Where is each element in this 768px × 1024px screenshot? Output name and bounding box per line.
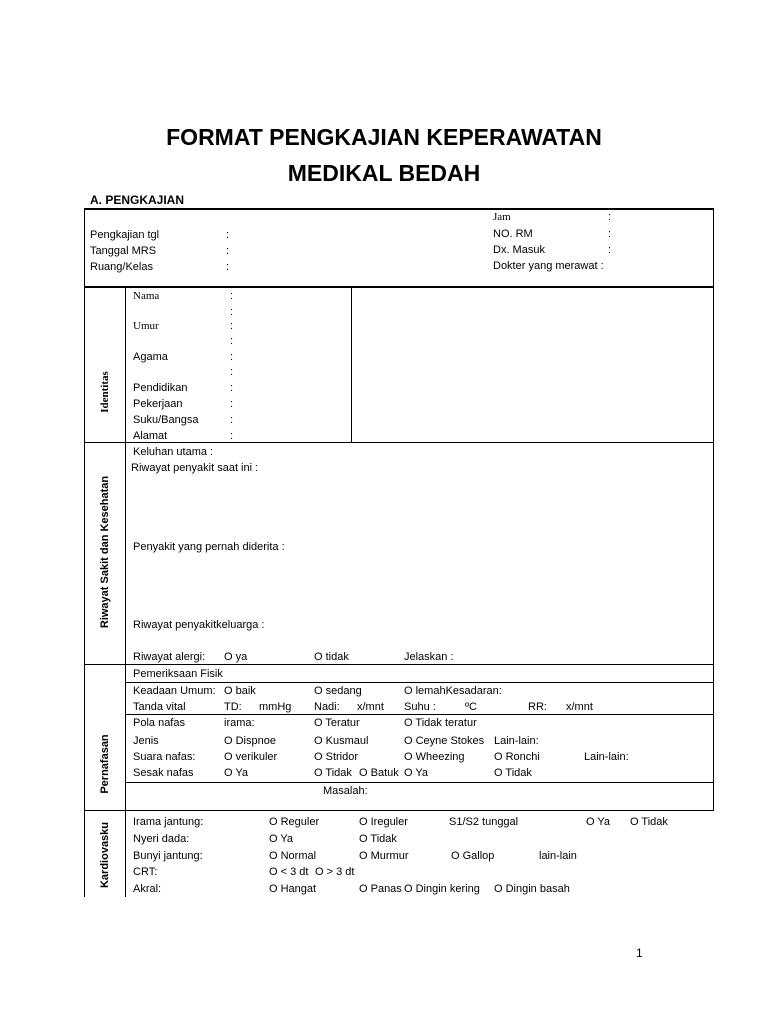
border-line <box>84 288 85 897</box>
batuk-ya-option[interactable]: O Ya <box>404 767 429 779</box>
border-line <box>125 714 714 715</box>
rr-label: RR: <box>528 701 547 713</box>
colon: : <box>230 414 234 426</box>
nyeri-tidak-option[interactable]: O Tidak <box>359 833 397 845</box>
border-line <box>125 682 714 683</box>
border-line <box>84 664 714 665</box>
masalah-label: Masalah: <box>323 785 368 797</box>
colon: : <box>230 306 234 318</box>
ireguler-option[interactable]: O Ireguler <box>359 816 408 828</box>
riwayat-side-label: Riwayat Sakit dan Kesehatan <box>99 475 111 629</box>
border-line <box>84 810 714 811</box>
murmur-option[interactable]: O Murmur <box>359 850 409 862</box>
riwayat-saat-ini-label: Riwayat penyakit saat ini : <box>131 462 259 474</box>
wheezing-option[interactable]: O Wheezing <box>404 751 465 763</box>
keluhan-utama-label: Keluhan utama : <box>133 446 214 458</box>
colon: : <box>230 398 234 410</box>
border-line <box>713 288 714 811</box>
reguler-option[interactable]: O Reguler <box>269 816 320 828</box>
suhu-label: Suhu : <box>404 701 436 713</box>
mmhg-label: mmHg <box>259 701 292 713</box>
dingin-basah-option[interactable]: O Dingin basah <box>494 883 570 895</box>
lain-lain-label: Lain-lain: <box>584 751 629 763</box>
border-line <box>84 208 714 210</box>
colon: : <box>230 290 234 302</box>
colon: : <box>608 244 612 256</box>
pemeriksaan-fisik-title: Pemeriksaan Fisik <box>133 668 223 680</box>
crt-label: CRT: <box>133 866 158 878</box>
sesak-nafas-label: Sesak nafas <box>133 767 194 779</box>
dokter-label: Dokter yang merawat : <box>493 260 604 272</box>
pekerjaan-label: Pekerjaan <box>133 398 183 410</box>
alergi-tidak-option[interactable]: O tidak <box>314 651 349 663</box>
border-line <box>713 208 714 288</box>
hangat-option[interactable]: O Hangat <box>269 883 317 895</box>
crt-lt3-option[interactable]: O < 3 dt <box>269 866 309 878</box>
border-line <box>125 782 714 783</box>
ruang-kelas-label: Ruang/Kelas <box>90 261 153 273</box>
colon: : <box>608 228 612 240</box>
sesak-tidak-option[interactable]: O Tidak <box>314 767 352 779</box>
bunyi-jantung-label: Bunyi jantung: <box>133 850 203 862</box>
riwayat-alergi-label: Riwayat alergi: <box>133 651 206 663</box>
pola-nafas-label: Pola nafas <box>133 717 185 729</box>
suku-bangsa-label: Suku/Bangsa <box>133 414 199 426</box>
akral-label: Akral: <box>133 883 162 895</box>
colon: : <box>230 351 234 363</box>
colon: : <box>230 382 234 394</box>
border-line <box>84 208 85 288</box>
jelaskan-label: Jelaskan : <box>404 651 454 663</box>
irama-label: irama: <box>224 717 255 729</box>
colon: : <box>226 261 230 273</box>
jenis-label: Jenis <box>133 735 159 747</box>
colon: : <box>230 335 234 347</box>
s1s2-label: S1/S2 tunggal <box>449 816 519 828</box>
pengkajian-tgl-label: Pengkajian tgl <box>90 229 160 241</box>
xmnt-label: x/mnt <box>566 701 593 713</box>
page-title: FORMAT PENGKAJIAN KEPERAWATAN <box>166 124 602 150</box>
panas-option[interactable]: O Panas <box>359 883 402 895</box>
agama-label: Agama <box>133 351 168 363</box>
nyeri-ya-option[interactable]: O Ya <box>269 833 294 845</box>
page-number: 1 <box>636 946 643 960</box>
ceyne-stokes-option[interactable]: O Ceyne Stokes <box>404 735 485 747</box>
alergi-ya-option[interactable]: O ya <box>224 651 248 663</box>
colon: : <box>230 320 234 332</box>
keadaan-lemah-option[interactable]: O lemahKesadaran: <box>404 685 502 697</box>
lain-lain-label: Lain-lain: <box>494 735 539 747</box>
crt-gt3-option[interactable]: O > 3 dt <box>315 866 355 878</box>
dispnoe-option[interactable]: O Dispnoe <box>224 735 276 747</box>
identitas-side-label: Identitas <box>99 371 111 413</box>
colon: : <box>230 366 234 378</box>
pendidikan-label: Pendidikan <box>133 382 188 394</box>
pernafasan-side-label: Pernafasan <box>99 734 111 794</box>
irama-jantung-label: Irama jantung: <box>133 816 204 828</box>
border-line <box>84 442 714 443</box>
ronchi-option[interactable]: O Ronchi <box>494 751 540 763</box>
s1s2-tidak-option[interactable]: O Tidak <box>630 816 668 828</box>
tanggal-mrs-label: Tanggal MRS <box>90 245 157 257</box>
border-line <box>351 288 352 442</box>
stridor-option[interactable]: O Stridor <box>314 751 359 763</box>
border-line <box>125 288 126 897</box>
keadaan-umum-label: Keadaan Umum: <box>133 685 216 697</box>
kardio-side-label: Kardiovasku <box>99 821 111 889</box>
no-rm-label: NO. RM <box>493 228 533 240</box>
batuk-option[interactable]: O Batuk <box>359 767 399 779</box>
batuk-tidak-option[interactable]: O Tidak <box>494 767 532 779</box>
suara-nafas-label: Suara nafas: <box>133 751 196 763</box>
celsius-label: ºC <box>465 701 477 713</box>
nama-label: Nama <box>133 290 160 302</box>
dx-masuk-label: Dx. Masuk <box>493 244 545 256</box>
nadi-label: Nadi: <box>314 701 340 713</box>
tidak-teratur-option[interactable]: O Tidak teratur <box>404 717 477 729</box>
colon: : <box>226 245 230 257</box>
sesak-ya-option[interactable]: O Ya <box>224 767 249 779</box>
td-label: TD: <box>224 701 242 713</box>
riwayat-keluarga-label: Riwayat penyakitkeluarga : <box>133 619 265 631</box>
xmnt-label: x/mnt <box>357 701 384 713</box>
keadaan-sedang-option[interactable]: O sedang <box>314 685 362 697</box>
tanda-vital-label: Tanda vital <box>133 701 186 713</box>
section-heading: A. PENGKAJIAN <box>90 193 185 207</box>
colon: : <box>226 229 230 241</box>
dingin-kering-option[interactable]: O Dingin kering <box>404 883 480 895</box>
lain-lain-label: lain-lain <box>539 850 577 862</box>
gallop-option[interactable]: O Gallop <box>451 850 495 862</box>
s1s2-ya-option[interactable]: O Ya <box>586 816 611 828</box>
colon: : <box>230 430 234 442</box>
penyakit-pernah-label: Penyakit yang pernah diderita : <box>133 541 285 553</box>
umur-label: Umur <box>133 320 159 332</box>
verikuler-option[interactable]: O verikuler <box>224 751 278 763</box>
border-line <box>84 286 714 288</box>
kusmaul-option[interactable]: O Kusmaul <box>314 735 369 747</box>
page-subtitle: MEDIKAL BEDAH <box>287 160 481 186</box>
keadaan-baik-option[interactable]: O baik <box>224 685 256 697</box>
colon: : <box>608 211 612 223</box>
alamat-label: Alamat <box>133 430 168 442</box>
teratur-option[interactable]: O Teratur <box>314 717 360 729</box>
nyeri-dada-label: Nyeri dada: <box>133 833 190 845</box>
normal-option[interactable]: O Normal <box>269 850 317 862</box>
jam-label: Jam <box>493 211 511 223</box>
